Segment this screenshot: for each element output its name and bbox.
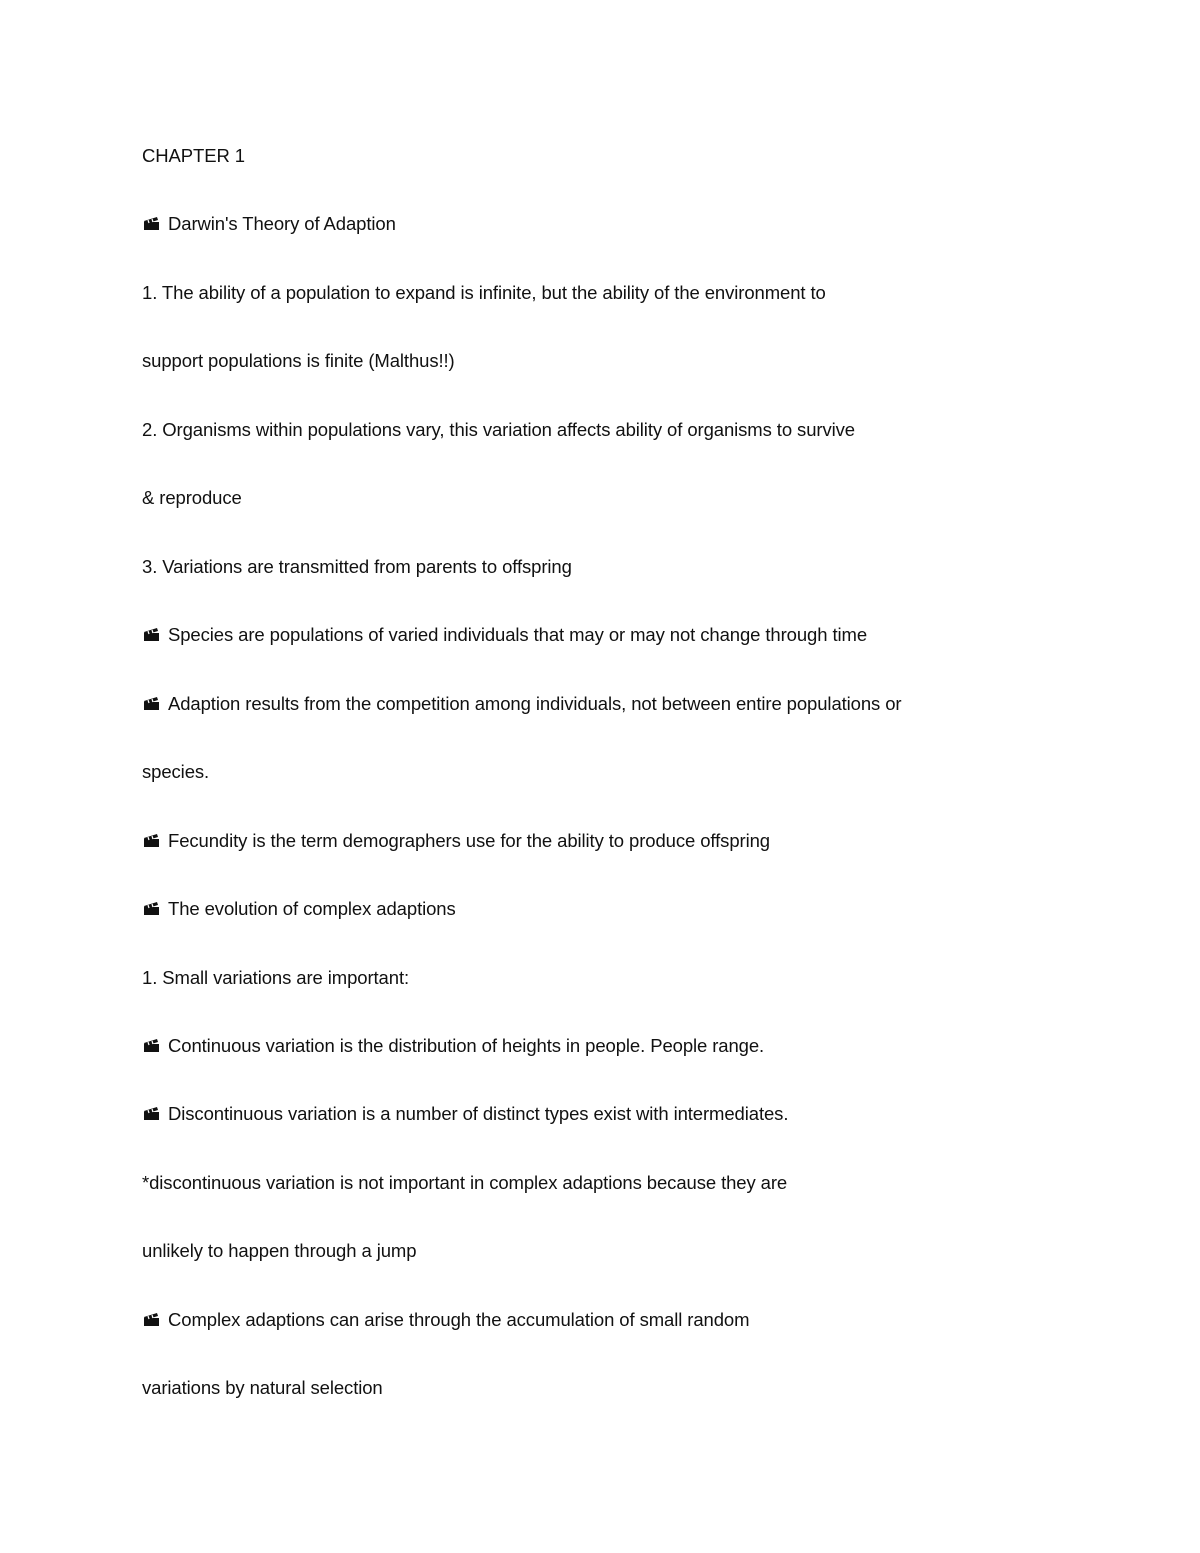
clapperboard-icon: [142, 620, 168, 650]
line-text: unlikely to happen through a jump: [142, 1240, 417, 1261]
line-text: Darwin's Theory of Adaption: [168, 213, 396, 234]
bullet-line: [142, 689, 902, 719]
line-text: species.: [142, 761, 210, 782]
line-text: 3. Variations are transmitted from parents to offspring: [142, 556, 572, 577]
line-text: & reproduce: [142, 487, 242, 508]
bullet-line: [142, 894, 456, 924]
line-text: CHAPTER 1: [142, 145, 245, 166]
line-text: Fecundity is the term demographers use for the ability to produce offspring: [168, 830, 770, 851]
text-line: [142, 1236, 416, 1266]
clapperboard-icon: [142, 1031, 168, 1061]
text-line: [142, 1168, 787, 1198]
text-line: [142, 483, 242, 513]
numbered-line: [142, 552, 572, 582]
line-text: The evolution of complex adaptions: [168, 898, 456, 919]
clapperboard-icon: [142, 1305, 168, 1335]
text-line: [142, 346, 455, 376]
chapter-heading: [142, 141, 245, 171]
bullet-line: [142, 1305, 749, 1335]
bullet-line: [142, 1099, 788, 1129]
line-text: Species are populations of varied individuals that may or may not change through time: [168, 624, 868, 645]
numbered-line: [142, 963, 409, 993]
line-text: Discontinuous variation is a number of distinct types exist with intermediates.: [168, 1103, 789, 1124]
clapperboard-icon: [142, 209, 168, 239]
clapperboard-icon: [142, 1099, 168, 1129]
line-text: support populations is finite (Malthus!!): [142, 350, 455, 371]
clapperboard-icon: [142, 894, 168, 924]
text-line: [142, 757, 209, 787]
bullet-line: [142, 209, 396, 239]
numbered-line: [142, 278, 826, 308]
numbered-line: [142, 415, 855, 445]
line-text: Adaption results from the competition among individuals, not between entire populations or: [168, 693, 902, 714]
text-line: [142, 1373, 383, 1403]
bullet-line: [142, 1031, 764, 1061]
line-text: *discontinuous variation is not important in complex adaptions because they are: [142, 1172, 788, 1193]
line-text: 1. The ability of a population to expand is infinite, but the ability of the environment to: [142, 282, 826, 303]
line-text: Complex adaptions can arise through the accumulation of small random: [168, 1309, 750, 1330]
line-text: Continuous variation is the distribution of heights in people. People range.: [168, 1035, 765, 1056]
line-text: variations by natural selection: [142, 1377, 383, 1398]
line-text: 1. Small variations are important:: [142, 967, 410, 988]
bullet-line: [142, 826, 770, 856]
bullet-line: [142, 620, 867, 650]
clapperboard-icon: [142, 689, 168, 719]
line-text: 2. Organisms within populations vary, this variation affects ability of organisms to survive: [142, 419, 855, 440]
clapperboard-icon: [142, 826, 168, 856]
